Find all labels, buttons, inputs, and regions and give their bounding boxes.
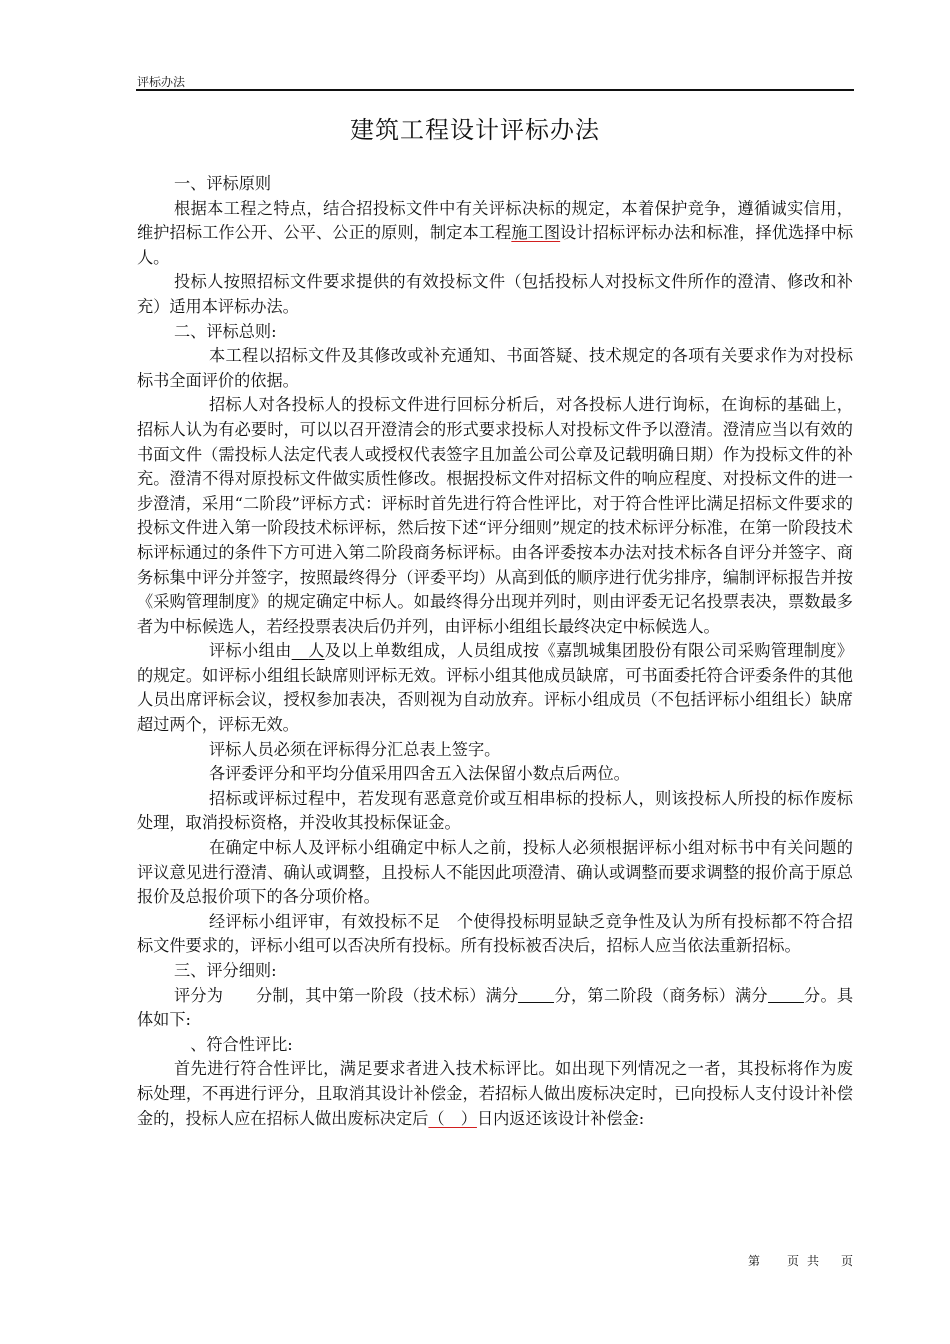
paragraph-text: 评分为 分制，其中第一阶段（技术标）满分: [174, 985, 519, 1005]
paragraph-collusion: 招标或评标过程中，若发现有恶意竞价或互相串标的投标人，则该投标人所投的标作废标处理，取消投标资格，并没收其投标保证金。: [137, 788, 853, 833]
paragraph-rejection: 经评标小组评审，有效投标不足 个使得投标明显缺乏竞争性及认为所有投标都不符合招标文件要求的，评标小组可以否决所有投标。所有投标被否决后，招标人应当依法重新招标。: [137, 911, 853, 956]
paragraph-compliance: [137, 1057, 853, 1131]
paragraph-text: 首先进行符合性评比，满足要求者进入技术标评比。如出现下列情况之一者，其投标将作为废标处理，不再进行评分，且取消其设计补偿金，若招标人做出废标决定时，已向投标人支付设计补偿金的，投标人应在招标人做出废标决定后: [137, 1059, 853, 1128]
paragraph-text: 及以上单数组成，人员组成按《嘉凯城集团股份有限公司采购管理制度》的规定。如评标小组组长缺席则评标无效。评标小组其他成员缺席，可书面委托符合评委条件的其他人员出席评标会议，授权参加表决，否则视为自动放弃。评标小组成员（不包括评标小组组长）缺席超过两个，评标无效。: [137, 641, 854, 735]
paragraph-rounding: 各评委评分和平均分值采用四舍五入法保留小数点后两位。: [209, 764, 630, 784]
paragraph-principles: [137, 197, 853, 271]
days-blank: （ ）: [428, 1108, 477, 1128]
paragraph-text: 日内返还该设计补偿金:: [476, 1108, 645, 1128]
paragraph-clarification: 在确定中标人及评标小组确定中标人之前，投标人必须根据评标小组对标书中有关问题的评议意见进行澄清、确认或调整，且投标人不能因此项澄清、确认或调整而要求调整的报价高于原总报价及总报价项下的各分项价格。: [137, 838, 853, 907]
header-divider: [136, 89, 854, 91]
paragraph-panel: [137, 639, 853, 737]
page-title: 建筑工程设计评标办法: [350, 116, 600, 144]
footer-page-label: 第: [748, 1254, 761, 1268]
panel-size-blank: 人: [308, 641, 325, 661]
paragraph-text: 根据本工程之特点，结合招投标文件中有关评标决标的规定，本着保护竞争，遵循诚实信用，维护招标工作公开、公平、公正的原则，制定本工程: [137, 198, 853, 243]
paragraph-text: 评标小组由: [209, 641, 292, 661]
section-heading-principles: 一、评标原则: [174, 174, 272, 193]
technical-score-blank: [518, 985, 554, 1002]
running-header: 评标办法: [137, 75, 186, 89]
commercial-score-blank: [768, 985, 804, 1002]
paragraph-signature: 评标人员必须在评标得分汇总表上签字。: [209, 739, 501, 759]
footer-pages-label: 页: [841, 1254, 854, 1268]
paragraph-text: 分，第二阶段（商务标）满分: [554, 985, 768, 1005]
paragraph-procedure: 招标人对各投标人的投标文件进行回标分析后，对各投标人进行询标，在询标的基础上，招标人认为有必要时，可以以召开澄清会的形式要求投标人对投标文件予以澄清。澄清应当以有效的书面文件（需投标人法定代表人或授权代表签字且加盖公司公章及记载明确日期）作为投标文件的补充。澄清不得对原投标文件做实质性修改。根据投标文件对招标文件的响应程度、对投标文件的进一步澄清，采用“二阶段”评标方式：评标时首先进行符合性评比，对于符合性评比满足招标文件要求的投标文件进入第一阶段技术标评标，然后按下述“评分细则”规定的技术标评分标准，在第一阶段技术标评标通过的条件下方可进入第二阶段商务标评标。由各评委按本办法对技术标各自评分并签字、商务标集中评分并签字，按照最终得分（评委平均）从高到低的顺序进行优劣排序，编制评标报告并按《采购管理制度》的规定确定中标人。如最终得分出现并列时，则由评委无记名投票表决，票数最多者为中标候选人，若经投票表决后仍并列，由评标小组组长最终决定中标候选人。: [137, 395, 853, 636]
paragraph-scope: 投标人按照招标文件要求提供的有效投标文件（包括投标人对投标文件所作的澄清、修改和补充）适用本评标办法。: [137, 272, 853, 316]
spellcheck-underlined-term: 施工图: [511, 223, 561, 243]
paragraph-text: 分。具体如下:: [137, 985, 854, 1030]
paragraph-text: 设计招标评标办法和标准，择优选择中标人。: [137, 223, 854, 267]
subsection-heading-compliance: 、符合性评比:: [190, 1034, 293, 1054]
paragraph-score-split: [137, 984, 853, 1033]
section-heading-scoring: 三、评分细则:: [174, 961, 277, 980]
section-heading-general: 二、评标总则:: [174, 321, 277, 341]
document-body: [137, 172, 853, 1131]
paragraph-basis: 本工程以招标文件及其修改或补充通知、书面答疑、技术规定的各项有关要求作为对投标标书全面评价的依据。: [137, 346, 853, 390]
footer-page-of: 页共: [787, 1254, 828, 1268]
